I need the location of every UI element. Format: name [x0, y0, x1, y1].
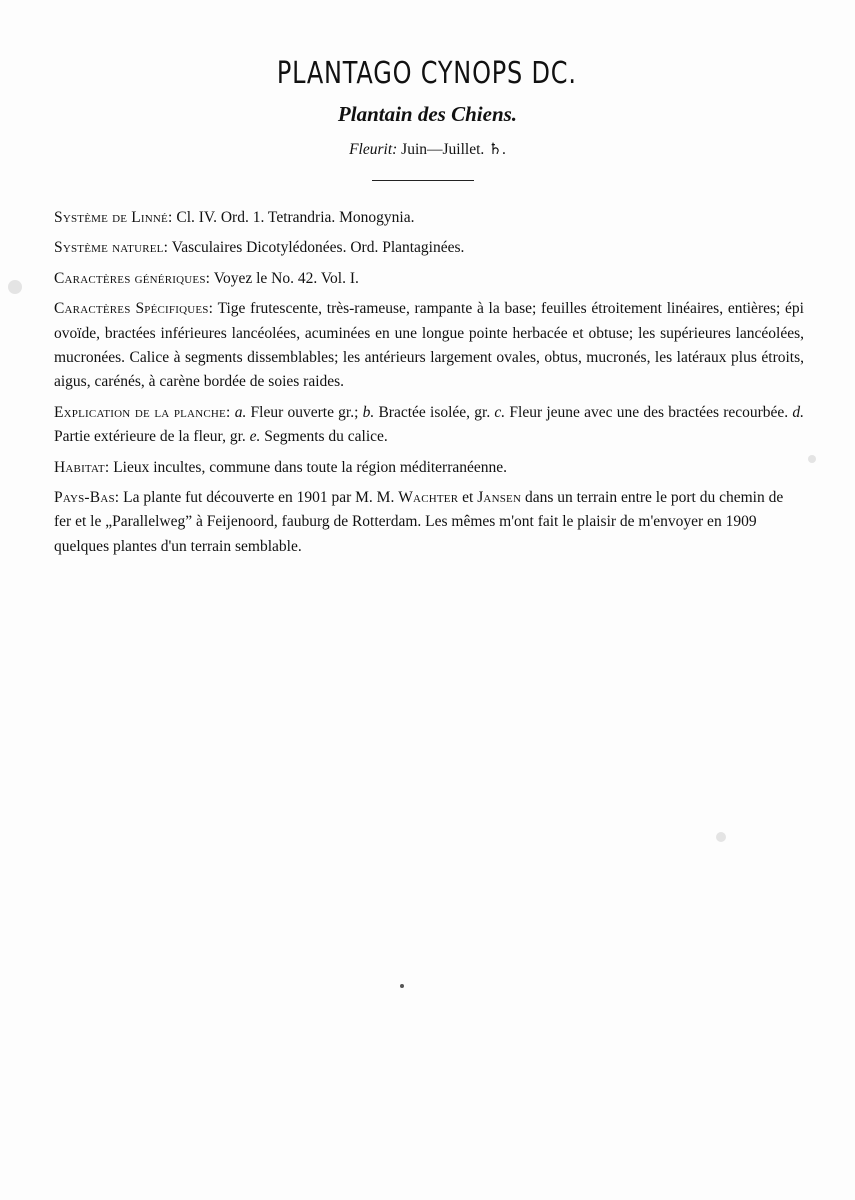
section-paysbas [54, 486, 804, 559]
figure-letter-d: d. [792, 403, 805, 421]
figure-text-e: Segments du calice. [264, 428, 388, 446]
figure-letter-e: e. [249, 428, 261, 446]
figure-text-d: Partie extérieure de la fleur, gr. [54, 428, 246, 446]
section-habitat [54, 456, 804, 480]
section-text: Tige frutescente, très-rameuse, rampante à la base; feuilles étroitement linéaires, entières; épi ovoïde, bractées inférieures lancéolées, acuminées en une longue pointe herbacée et obtuse; les supérieures lancéolées, mucronées. Calice à segments dissemblables; les antérieurs largement ovales, obtus, mucronés, les latéraux plus étroits, aigus, carénés, à carène bordée de soies raides. [54, 300, 804, 391]
section-label: Pays-Bas: [54, 489, 120, 507]
conjunction: et [462, 489, 474, 507]
section-label: Système de Linné: [54, 209, 173, 226]
paper-speck [8, 280, 22, 294]
title-divider [372, 180, 474, 181]
person-name: Jansen [477, 489, 522, 507]
section-label: Système naturel: [54, 239, 169, 257]
section-text: dans un terrain entre le port du chemin de fer et le „Parallelweg” à Feijenoord, fauburg de Rotterdam. Les mêmes m'ont fait le plaisir de m'envoyer en 1909 quelques plantes d'un terrain semblable. [54, 489, 784, 555]
section-text: La plante fut découverte en 1901 par M. M. [123, 489, 395, 507]
section-explication [54, 401, 804, 450]
person-name: Wachter [398, 489, 459, 507]
flowering-value: Juin—Juillet. ♄. [401, 141, 506, 158]
flowering-line [0, 140, 855, 159]
document-body [54, 206, 804, 565]
section-text: Cl. IV. Ord. 1. Tetrandria. Monogynia. [176, 209, 415, 226]
figure-letter-b: b. [362, 403, 375, 421]
section-naturel [54, 236, 804, 260]
ink-dot [400, 984, 404, 988]
section-linne [54, 206, 804, 230]
figure-text-c: Fleur jeune avec une des bractées recourbée. [509, 403, 789, 421]
section-label: Caractères Spécifiques: [54, 300, 214, 318]
section-text: Voyez le No. 42. Vol. I. [213, 269, 359, 287]
page-subtitle: Plantain des Chiens. [337, 102, 518, 126]
figure-text-a: Fleur ouverte gr.; [250, 403, 359, 421]
flowering-label: Fleurit: [349, 141, 398, 158]
paper-speck [808, 455, 816, 463]
section-label: Caractères génériques: [54, 269, 211, 287]
figure-letter-c: c. [494, 403, 506, 421]
page-title: PLANTAGO CYNOPS DC. [276, 56, 577, 91]
section-label: Explication de la planche: [54, 403, 231, 421]
section-text: Lieux incultes, commune dans toute la région méditerranéenne. [113, 458, 508, 476]
section-text: Vasculaires Dicotylédonées. Ord. Plantaginées. [171, 239, 465, 257]
figure-letter-a: a. [234, 403, 247, 421]
section-generiques [54, 267, 804, 291]
section-specifiques [54, 297, 804, 395]
section-label: Habitat: [54, 458, 110, 476]
paper-speck [716, 832, 726, 842]
figure-text-b: Bractée isolée, gr. [378, 403, 491, 421]
